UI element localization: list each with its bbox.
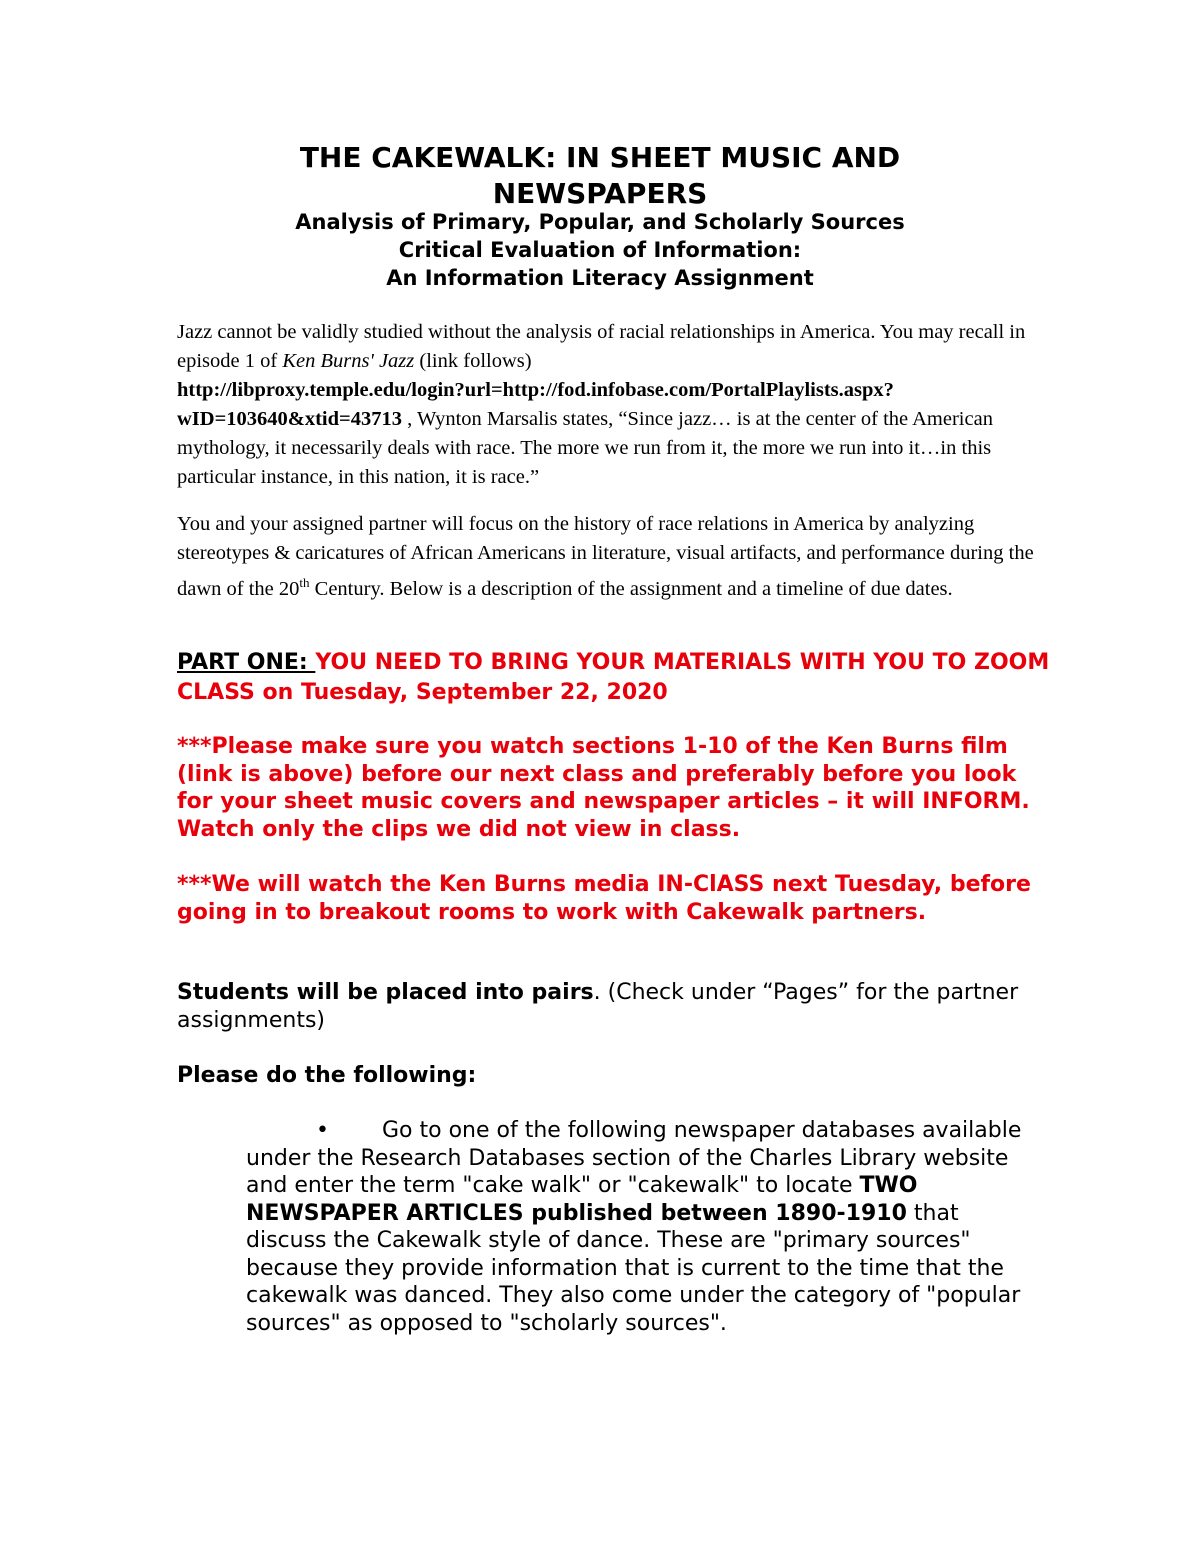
title-line-2: NEWSPAPERS [492, 177, 708, 210]
bullet-bold: TWO NEWSPAPER ARTICLES published between 1890-1910 [246, 1173, 918, 1226]
in-class-notice: ***We will watch the Ken Burns media IN-ClASS next Tuesday, before going in to breakout rooms to work with Cakewalk partners. [177, 872, 1031, 925]
intro-text-b: (link follows) [414, 350, 532, 372]
list-item [246, 1117, 1026, 1337]
pairs-rest: . (Check under “Pages” for the partner assignments) [177, 980, 1019, 1033]
partner-text-b: Century. Below is a description of the assignment and a timeline of due dates. [309, 577, 953, 600]
video-link-line-1[interactable]: http://libproxy.temple.edu/login?url=http://fod.infobase.com/PortalPlaylists.aspx? [177, 379, 894, 401]
pairs-paragraph [177, 979, 1057, 1035]
intro-paragraph [177, 318, 1037, 492]
intro-text-a: Jazz cannot be validly studied without the analysis of racial relationships in America. You may recall in episode 1 of [177, 321, 1026, 372]
instructions-heading: Please do the following: [177, 1063, 477, 1088]
film-title: Ken Burns' Jazz [282, 350, 415, 372]
bullet-text-a: Go to one of the following newspaper databases available under the Research Databases section of the Charles Library website and enter the term "cake walk" or "cakewalk" to locate [246, 1118, 1022, 1198]
part-one-heading [177, 648, 1057, 708]
subtitle-3: An Information Literacy Assignment [386, 266, 814, 290]
document-title [170, 140, 1030, 212]
pairs-bold: Students will be placed into pairs [177, 980, 594, 1005]
subtitle-block [170, 208, 1030, 292]
watch-notice: ***Please make sure you watch sections 1-10 of the Ken Burns film (link is above) before our next class and preferably before you look for your sheet music covers and newspaper articles – it will INFORM. Watch only the clips we did not view in class. [177, 734, 1030, 842]
video-link-line-2[interactable]: wID=103640&xtid=43713 [177, 408, 402, 430]
bullet-text-b: that discuss the Cakewalk style of dance. These are "primary sources" because they provide information that is current to the time that the cakewalk was danced. They also come under the category of "popular sources" as opposed to "scholarly sources". [246, 1200, 1021, 1336]
intro-text-c: , Wynton Marsalis states, “Since jazz… is at the center of the American mythology, it necessarily deals with race. The more we run from it, the more we run into it…in this particular instance, in this nation, it is race.” [177, 408, 993, 488]
subtitle-2: Critical Evaluation of Information: [398, 238, 802, 262]
part-one-text: YOU NEED TO BRING YOUR MATERIALS WITH YOU TO ZOOM CLASS on Tuesday, September 22, 2020 [177, 650, 1050, 705]
part-one-label: PART ONE: [177, 650, 316, 675]
title-line-1: THE CAKEWALK: IN SHEET MUSIC AND [299, 141, 901, 174]
partner-paragraph [177, 510, 1037, 604]
century-superscript: th [299, 575, 310, 590]
partner-text-a: You and your assigned partner will focus on the history of race relations in America by analyzing stereotypes & caricatures of African Americans in literature, visual artifacts, and performance during the dawn of the 20 [177, 513, 1034, 600]
subtitle-1: Analysis of Primary, Popular, and Scholarly Sources [295, 210, 905, 234]
bullet-icon: • [316, 1118, 329, 1143]
